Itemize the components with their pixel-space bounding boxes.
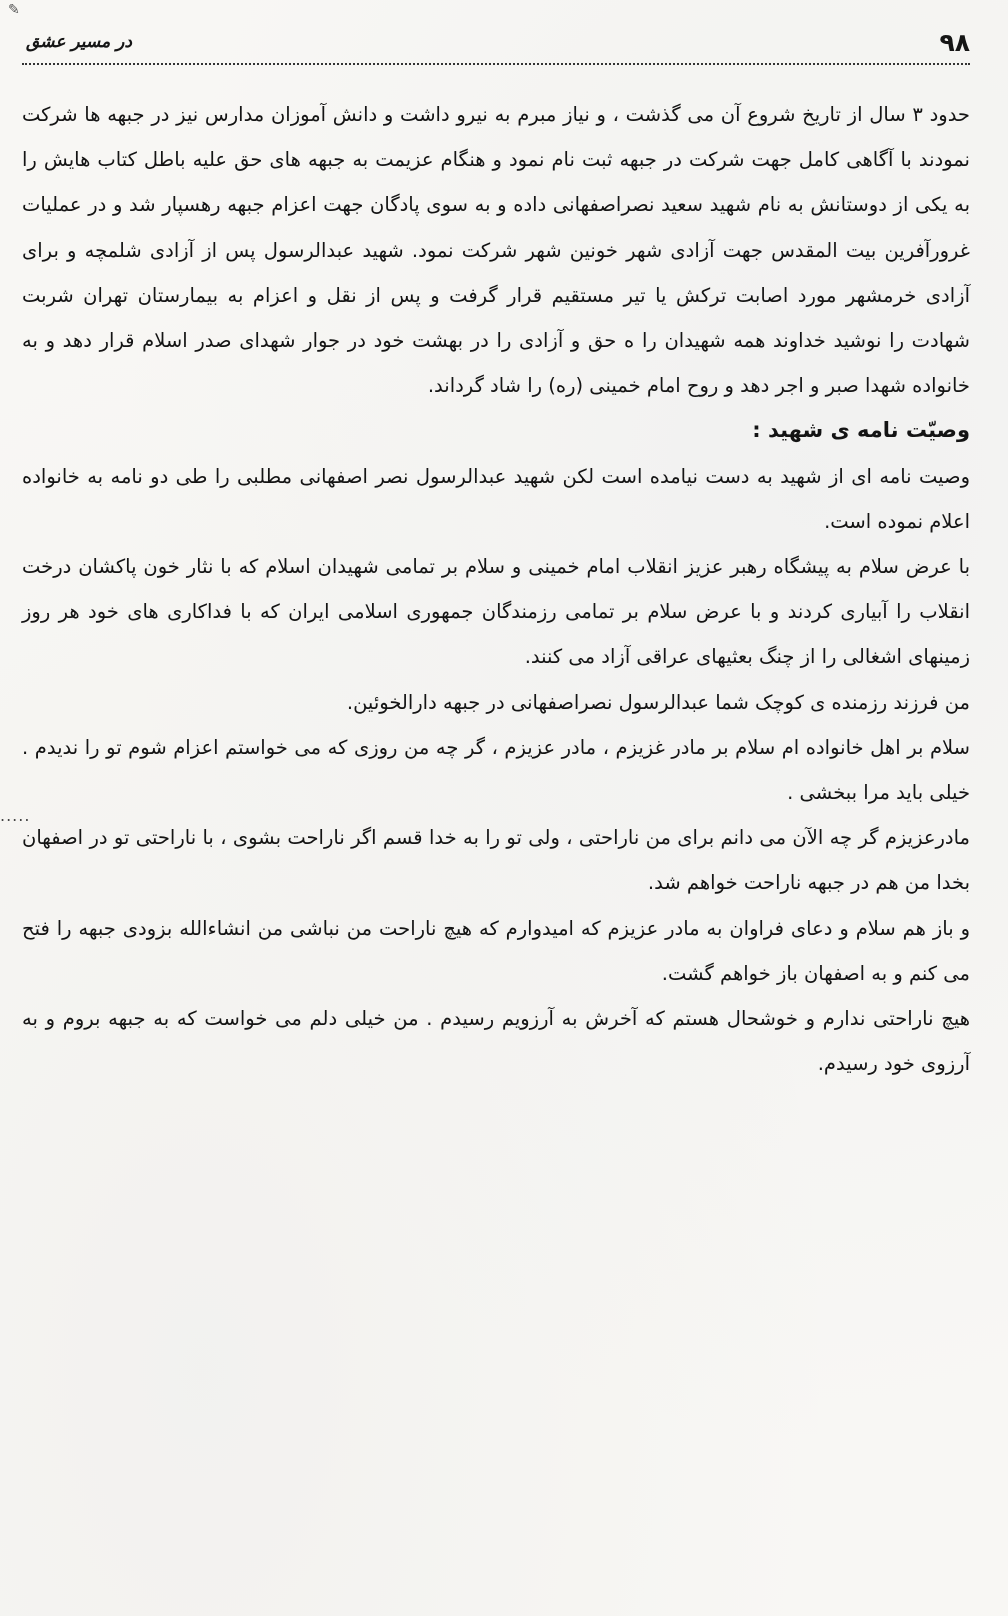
corner-pen-mark-icon: ✎ bbox=[8, 2, 20, 18]
margin-dots: ..... bbox=[0, 806, 31, 825]
paragraph-greetings: با عرض سلام به پیشگاه رهبر عزیز انقلاب امام خمینی و سلام بر تمامی شهیدان اسلام که با نثار خون پاکشان درخت انقلاب را آبیاری کردند و با عرض سلام بر تمامی رزمندگان جمهوری اسلامی ایران که با فداکاری های خود هر روز زمینهای اشغالی را از چنگ بعثیهای عراقی آزاد می کنند. bbox=[22, 555, 970, 669]
paragraph-prayer: و باز هم سلام و دعای فراوان به مادر عزیزم که امیدوارم که هیچ ناراحت من نباشی من انشاءالله بزودی جبهه را فتح می کنم و به اصفهان باز خواهم گشت. bbox=[22, 916, 970, 985]
paragraph-family-greeting: سلام بر اهل خانواده ام سلام بر مادر غزیزم ، مادر عزیزم ، گر چه من روزی که می خواستم اعزام شوم تو را ندیدم . خیلی باید مرا ببخشی . bbox=[22, 735, 970, 805]
paragraph-will-intro: وصیت نامه ای از شهید به دست نیامده است لکن شهید عبدالرسول نصر اصفهانی مطلبی را طی دو نامه به خانواده اعلام نموده است. bbox=[22, 464, 970, 533]
paragraph-biography: حدود ۳ سال از تاریخ شروع آن می گذشت ، و نیاز مبرم به نیرو داشت و دانش آموزان مدارس نیز در جبهه ها شرکت نمودند با آگاهی کامل جهت شرکت در جبهه ثبت نام نمود و هنگام عزیمت به جبهه های حق علیه باطل کتاب هایش را به یکی از دوستانش به نام شهید سعید نصراصفهانی داده و به سوی پادگان جهت اعزام جبهه رهسپار شد و در عملیات غرورآفرین بیت المقدس جهت آزادی شهر خونین شهر شرکت نمود. شهید عبدالرسول پس از آزادی شلمچه و برای آزادی خرمشهر مورد اصابت ترکش یا تیر مستقیم قرار گرفت و پس از نقل و اعزام به بیمارستان تهران شربت شهادت را نوشید خداوند همه شهیدان را ه حق و آزادی را در بهشت خود در جوار شهدای صدر اسلام قرار دهد و به خانواده شهدا صبر و اجر دهد و روح امام خمینی (ره) را شاد گرداند. bbox=[22, 103, 970, 398]
paragraph-mother-plea: مادرعزیزم گر چه الآن می دانم برای من ناراحتی ، ولی تو را به خدا قسم اگر ناراحت بشوی ، با ناراحتی تو در اصفهان بخدا من هم در جبهه ناراحت خواهم شد. bbox=[22, 826, 970, 895]
running-title: در مسیر عشق bbox=[26, 32, 132, 52]
paragraph-closing: هیچ ناراحتی ندارم و خوشحال هستم که آخرش به آرزویم رسیدم . من خیلی دلم می خواست که به جبهه بروم و به آرزوی خود رسیدم. bbox=[22, 1007, 970, 1076]
paragraph-signature-line: من فرزند رزمنده ی کوچک شما عبدالرسول نصراصفهانی در جبهه دارالخوئین. bbox=[346, 690, 970, 714]
header-dotted-rule bbox=[22, 63, 970, 65]
page-body bbox=[22, 92, 970, 1086]
section-heading-will: وصیّت نامه ی شهید : bbox=[752, 418, 970, 443]
page-number: ۹۸ bbox=[939, 28, 970, 57]
page-header bbox=[22, 22, 970, 64]
